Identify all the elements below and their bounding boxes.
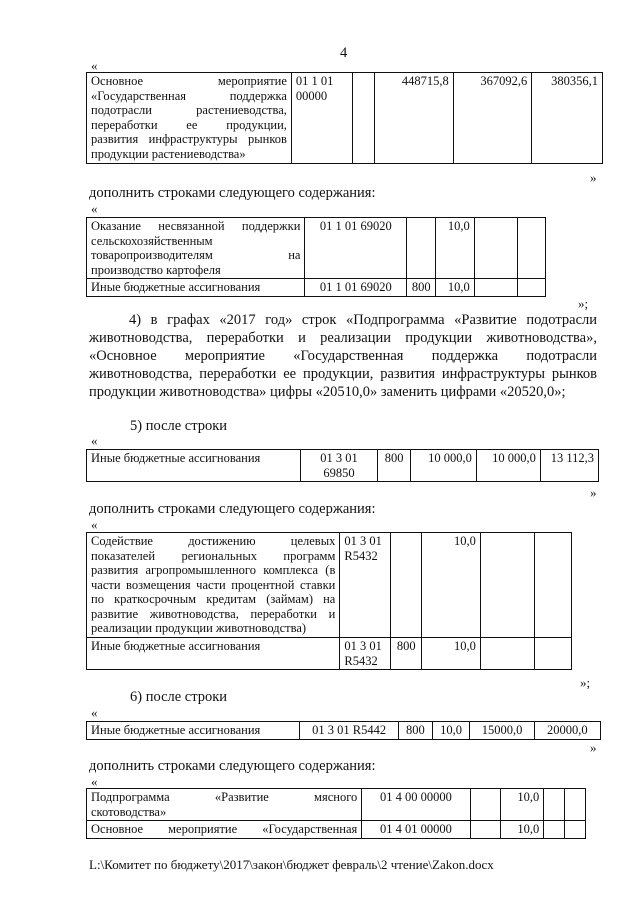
supplement-heading: дополнить строками следующего содержания: [89, 185, 376, 201]
row-name-line: товаропроизводителям на [91, 248, 301, 262]
value-2019-cell: 13 112,3 [540, 450, 598, 482]
close-quote: » [590, 485, 597, 500]
vr-cell: 800 [399, 722, 433, 740]
code-cell [300, 450, 378, 482]
open-quote: « [91, 201, 98, 216]
close-quote-semicolon: »; [580, 675, 591, 690]
value-2019-cell [517, 279, 545, 297]
vr-cell [470, 789, 501, 821]
row-name-line: скотоводства» [91, 804, 167, 819]
row-name-line: сельскохозяйственным [91, 233, 213, 248]
value-2019-cell [565, 821, 586, 839]
row-name-cell: Основное мероприятие «Государственная [87, 821, 362, 839]
table-row [87, 533, 572, 638]
budget-table-potato-support [86, 217, 546, 297]
table-row [87, 218, 546, 279]
value-2018-cell [474, 279, 517, 297]
row-name-line: развитие животноводства, переработки и [91, 606, 336, 621]
row-name-line: Подпрограмма «Развитие мясного [91, 790, 358, 804]
table-row [87, 73, 603, 164]
code-cell [340, 638, 391, 670]
close-quote: » [590, 170, 597, 185]
code-line: 01 1 01 [295, 74, 334, 88]
row-name-line: части возмещения части процентной ставки [91, 577, 336, 592]
code-cell [340, 533, 391, 638]
value-2018-cell [544, 821, 565, 839]
row-name-cell [87, 533, 340, 638]
code-line: R5432 [344, 548, 378, 563]
row-name-line: производство картофеля [91, 262, 221, 277]
code-line: R5432 [344, 653, 378, 668]
vr-cell [391, 533, 422, 638]
open-quote: « [91, 58, 98, 73]
open-quote: « [91, 517, 98, 532]
table-row [87, 821, 586, 839]
code-cell: 01 3 01 R5442 [300, 722, 399, 740]
row-name-cell: Иные бюджетные ассигнования [87, 279, 305, 297]
paragraph-4: 4) в графах «2017 год» строк «Подпрограмма «Развитие подотрасли животноводства, переработки и реализации продукции животноводства», «Основное мероприятие «Государственная поддержка подотрасли животноводства, переработки ее продукции, развития инфраструктуры рынков продукции животноводства» цифры «20510,0» заменить цифрами «20520,0»; [89, 312, 597, 400]
value-2017-cell: 10,0 [422, 638, 481, 670]
vr-cell [407, 218, 436, 279]
row-name-cell: Иные бюджетные ассигнования [87, 638, 340, 670]
row-name-line: Основное мероприятие [91, 74, 287, 88]
paragraph-5: 5) после строки [130, 418, 228, 434]
value-2018-cell: 10 000,0 [476, 450, 540, 482]
value-2019-cell [535, 638, 572, 670]
code-cell: 01 4 00 00000 [362, 789, 470, 821]
value-2019-cell [517, 218, 545, 279]
row-name-line: продукции растениеводства» [91, 146, 246, 161]
code-line: 01 3 01 [320, 451, 358, 465]
row-name-cell [87, 73, 292, 164]
value-2019-cell [535, 533, 572, 638]
table-row [87, 722, 601, 740]
row-name-line: реализации продукции животноводства) [91, 621, 307, 635]
value-2019-cell: 20000,0 [534, 722, 600, 740]
table-row [87, 450, 599, 482]
value-2018-cell: 367092,6 [453, 73, 532, 164]
row-name-line: показателей региональных программ [91, 548, 336, 563]
value-2018-cell [544, 789, 565, 821]
value-2018-cell [480, 638, 534, 670]
paragraph-6: 6) после строки [130, 689, 228, 705]
value-2017-cell: 10,0 [422, 533, 481, 638]
page-number: 4 [340, 45, 348, 61]
value-2019-cell [565, 789, 586, 821]
value-2018-cell: 15000,0 [470, 722, 534, 740]
supplement-heading: дополнить строками следующего содержания: [89, 501, 376, 517]
value-2018-cell [480, 533, 534, 638]
budget-table-meat-cattle [86, 788, 586, 839]
row-name-cell: Иные бюджетные ассигнования [87, 450, 301, 482]
vr-cell [470, 821, 501, 839]
budget-table-r5442 [86, 721, 601, 740]
value-2017-cell: 10,0 [501, 789, 544, 821]
table-row [87, 789, 586, 821]
value-2017-cell: 448715,8 [375, 73, 454, 164]
code-cell: 01 4 01 00000 [362, 821, 470, 839]
open-quote: « [91, 433, 98, 448]
budget-table-row-69850 [86, 449, 599, 482]
code-cell [291, 73, 352, 164]
row-name-line: Оказание несвязанной поддержки [91, 219, 301, 233]
row-name-line: развития агропромышленного комплекса (в [91, 563, 336, 577]
vr-cell: 800 [391, 638, 422, 670]
open-quote: « [91, 774, 98, 789]
row-name-line: подотрасли растениеводства, [91, 103, 287, 117]
row-name-cell [87, 218, 305, 279]
row-name-line: Содействие достижению целевых [91, 534, 336, 548]
code-line: 00000 [295, 88, 328, 103]
table-row [87, 279, 546, 297]
value-2017-cell: 10 000,0 [411, 450, 477, 482]
code-cell: 01 1 01 69020 [305, 218, 407, 279]
row-name-line: развития инфраструктуры рынков [91, 132, 287, 146]
value-2017-cell: 10,0 [436, 218, 475, 279]
code-cell: 01 1 01 69020 [305, 279, 407, 297]
close-quote: » [590, 740, 597, 755]
value-2017-cell: 10,0 [436, 279, 475, 297]
code-line: 69850 [323, 465, 355, 480]
vr-cell: 800 [378, 450, 411, 482]
value-2017-cell: 10,0 [501, 821, 544, 839]
row-name-cell: Иные бюджетные ассигнования [87, 722, 300, 740]
close-quote-semicolon: »; [578, 296, 589, 311]
row-name-line: переработки ее продукции, [91, 117, 287, 132]
table-row [87, 638, 572, 670]
open-quote: « [91, 705, 98, 720]
code-line: 01 3 01 [344, 534, 382, 548]
value-2018-cell [474, 218, 517, 279]
budget-table-crop-support [86, 72, 603, 164]
code-line: 01 3 01 [344, 639, 382, 653]
value-2019-cell: 380356,1 [532, 73, 603, 164]
vr-cell [352, 73, 375, 164]
value-2017-cell: 10,0 [432, 722, 470, 740]
supplement-heading: дополнить строками следующего содержания: [89, 758, 376, 774]
budget-table-r5432 [86, 532, 572, 670]
row-name-line: «Государственная поддержка [91, 88, 287, 103]
vr-cell: 800 [407, 279, 436, 297]
row-name-cell [87, 789, 362, 821]
footer-file-path: L:\Комитет по бюджету\2017\закон\бюджет февраль\2 чтение\Zakon.docx [89, 857, 494, 872]
row-name-line: по краткосрочным кредитам (займам) на [91, 592, 336, 606]
